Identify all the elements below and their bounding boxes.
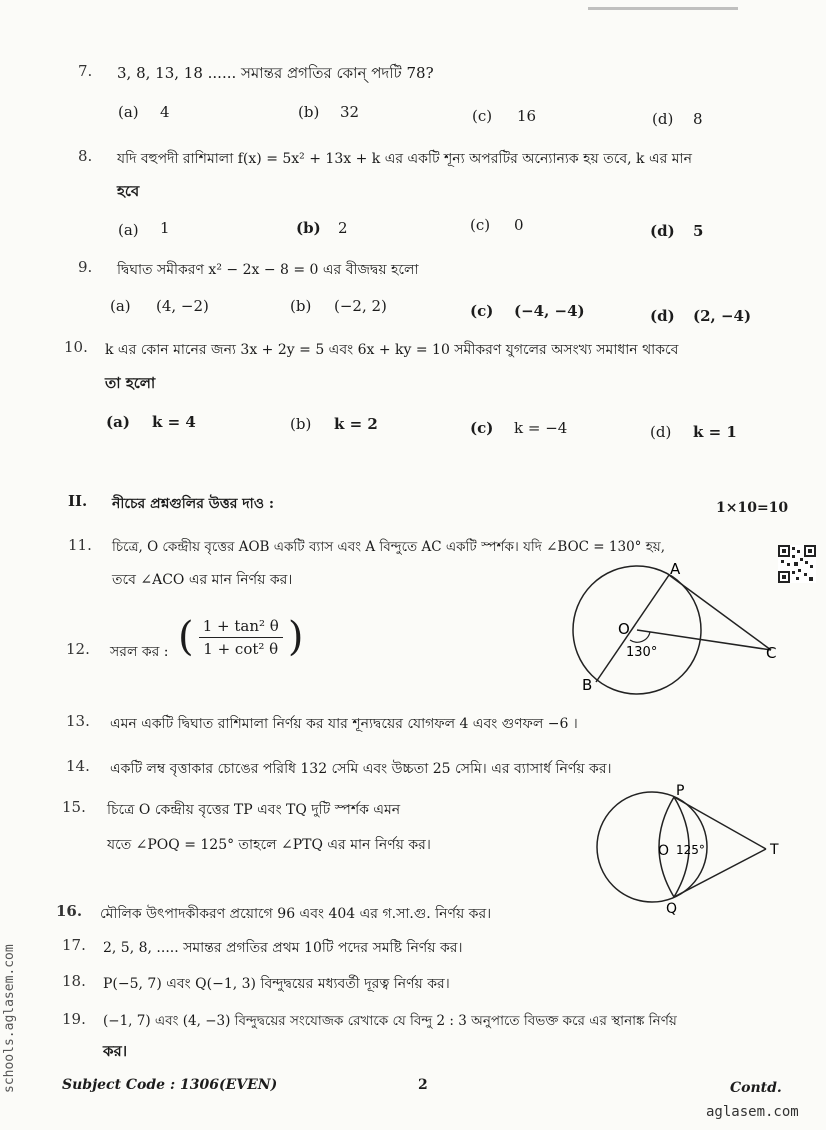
point-a-label: A (670, 560, 681, 578)
q7-option-c-value: 16 (517, 107, 537, 125)
question-19-number: 19. (62, 1010, 86, 1028)
question-13-text: এমন একটি দ্বিঘাত রাশিমালা নির্ণয় কর যার শূন্যদ্বয়ের যোগফল 4 এবং গুণফল −6 । (110, 716, 578, 732)
continued-note: Contd. (730, 1080, 782, 1096)
question-15-number: 15. (62, 798, 86, 816)
q10-option-b-value: k = 2 (334, 415, 378, 433)
q7-option-b-value: 32 (340, 103, 360, 121)
fraction (199, 617, 283, 658)
question-13-number: 13. (66, 712, 90, 730)
q10-option-a-label: (a) (106, 413, 130, 431)
question-18-number: 18. (62, 972, 86, 990)
question-19-text-line2: কর। (103, 1042, 128, 1060)
q9-option-c-label: (c) (470, 302, 494, 320)
question-17-number: 17. (62, 936, 86, 954)
q8-option-d-label: (d) (650, 222, 675, 240)
section-2-marks: 1×10=10 (716, 500, 789, 516)
question-15-text-line2: যতে ∠POQ = 125° তাহলে ∠PTQ এর মান নির্ণয় কর। (107, 837, 431, 853)
q7-option-a-value: 4 (160, 103, 170, 121)
question-8-text: যদি বহুপদী রাশিমালা f(x) = 5x² + 13x + k এর একটি শূন্য অপরটির অন্যোন্যক হয় তবে, k এর মান (117, 151, 692, 167)
q10-option-c-label: (c) (470, 419, 494, 437)
point-t-label: T (770, 842, 779, 858)
point-p-label: P (676, 783, 685, 799)
q7-option-a-label: (a) (118, 103, 139, 121)
question-11-text-line2: তবে ∠ACO এর মান নির্ণয় কর। (112, 572, 293, 588)
q7-option-c-label: (c) (472, 107, 493, 125)
question-16-text: মৌলিক উৎপাদকীকরণ প্রয়োগে 96 এবং 404 এর গ.সা.গু. নির্ণয় কর। (100, 906, 492, 922)
question-12-prefix: সরল কর : (110, 644, 169, 660)
question-16-number: 16. (56, 902, 83, 920)
watermark-bottom: aglasem.com (706, 1104, 799, 1120)
question-10-text: k এর কোন মানের জন্য 3x + 2y = 5 এবং 6x + ky = 10 সমীকরণ যুগলের অসংখ্য সমাধান থাকবে (105, 342, 679, 358)
q9-option-a-value: (4, −2) (156, 297, 209, 315)
q8-option-c-value: 0 (514, 216, 524, 234)
angle-boc-label: 130° (626, 645, 658, 660)
question-7-number: 7. (78, 62, 93, 80)
question-9-number: 9. (78, 258, 93, 276)
q9-option-b-label: (b) (290, 297, 312, 315)
point-q-label: Q (666, 901, 678, 916)
fraction-numerator: 1 + tan² θ (199, 617, 283, 638)
section-2-title: নীচের প্রশ্নগুলির উত্তর দাও : (112, 496, 275, 512)
question-7-text: 3, 8, 13, 18 ...... সমান্তর প্রগতির কোন্ পদটি 78? (117, 64, 434, 82)
question-8-text-cont: হবে (117, 182, 140, 200)
point-b-label: B (582, 676, 593, 694)
question-8-number: 8. (78, 147, 93, 165)
q8-option-d-value: 5 (693, 222, 704, 240)
question-12-number: 12. (66, 640, 90, 658)
fraction-denominator: 1 + cot² θ (203, 639, 279, 658)
q10-option-d-label: (d) (650, 423, 672, 441)
question-9-text: দ্বিঘাত সমীকরণ x² − 2x − 8 = 0 এর বীজদ্বয় হলো (117, 262, 419, 278)
q7-option-d-value: 8 (693, 110, 703, 128)
question-14-number: 14. (66, 757, 90, 775)
q9-option-d-label: (d) (650, 307, 675, 325)
question-10-text-cont: তা হলো (105, 374, 156, 392)
point-c-label: C (766, 644, 777, 662)
q8-option-b-value: 2 (338, 219, 348, 237)
point-o-label: O (618, 620, 630, 638)
question-12-expression (178, 614, 304, 660)
page-number: 2 (418, 1077, 428, 1093)
question-15-text-line1: চিত্রে O কেন্দ্রীয় বৃত্তের TP এবং TQ দুটি স্পর্শক এমন (107, 802, 401, 818)
q8-option-a-label: (a) (118, 221, 139, 239)
right-paren: ) (287, 614, 304, 660)
q7-option-b-label: (b) (298, 103, 320, 121)
question-19-text-line1: (−1, 7) এবং (4, −3) বিন্দুদ্বয়ের সংযোজক রেখাকে যে বিন্দু 2 : 3 অনুপাতে বিভক্ত করে এর স্থানাঙ্ক নির্ণয় (103, 1013, 677, 1029)
watermark-side: schools.aglasem.com (2, 944, 17, 1093)
tangent-tp (674, 797, 766, 849)
figure-two-tangents-tp-tq (588, 780, 788, 916)
q8-option-b-label: (b) (296, 219, 321, 237)
q10-option-b-label: (b) (290, 415, 312, 433)
q8-option-c-label: (c) (470, 216, 491, 234)
figure-circle-tangent-ac (560, 560, 790, 700)
q9-option-d-value: (2, −4) (693, 307, 752, 325)
q9-option-a-label: (a) (110, 297, 131, 315)
q10-option-a-value: k = 4 (152, 413, 196, 431)
point-o-label: O (658, 843, 670, 859)
question-18-text: P(−5, 7) এবং Q(−1, 3) বিন্দুদ্বয়ের মধ্যবর্তী দূরত্ব নির্ণয় কর। (103, 976, 450, 992)
diameter-ab (596, 575, 669, 682)
q9-option-b-value: (−2, 2) (334, 297, 387, 315)
question-11-number: 11. (68, 536, 92, 554)
q10-option-d-value: k = 1 (693, 423, 737, 441)
angle-poq-label: 125° (676, 843, 705, 857)
question-14-text: একটি লম্ব বৃত্তাকার চোঙের পরিধি 132 সেমি এবং উচ্চতা 25 সেমি। এর ব্যাসার্ধ নির্ণয় কর। (110, 761, 612, 777)
question-11-text-line1: চিত্রে, O কেন্দ্রীয় বৃত্তের AOB একটি ব্যাস এবং A বিন্দুতে AC একটি স্পর্শক। যদি ∠BOC = 130° হয়, (112, 539, 666, 555)
subject-code: Subject Code : 1306(EVEN) (62, 1077, 278, 1093)
q8-option-a-value: 1 (160, 219, 170, 237)
scan-mark (588, 7, 738, 10)
q7-option-d-label: (d) (652, 110, 674, 128)
section-2-label: II. (68, 492, 88, 510)
q9-option-c-value: (−4, −4) (514, 302, 585, 320)
question-10-number: 10. (64, 338, 88, 356)
tangent-ac (669, 575, 771, 650)
question-17-text: 2, 5, 8, ..... সমান্তর প্রগতির প্রথম 10টি পদের সমষ্টি নির্ণয় কর। (103, 940, 463, 956)
angle-arc-boc (630, 632, 650, 642)
left-paren: ( (178, 614, 194, 660)
q10-option-c-value: k = −4 (514, 419, 568, 437)
